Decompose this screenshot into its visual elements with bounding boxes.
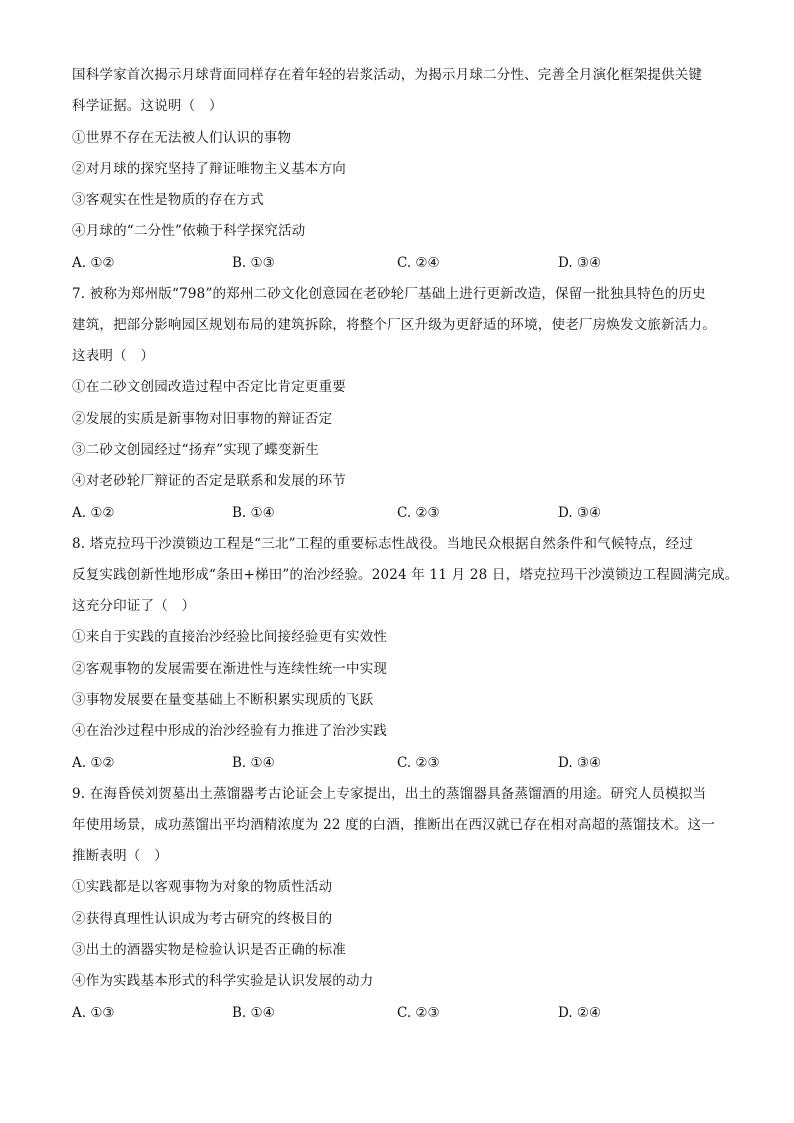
option-a[interactable]: A. ①② — [72, 255, 115, 271]
option-c[interactable]: C. ②③ — [397, 1005, 440, 1021]
option-a[interactable]: A. ①③ — [72, 1005, 115, 1021]
option-d[interactable]: D. ②④ — [558, 1005, 602, 1021]
question-7-stem-line-2: 建筑，把部分影响园区规划布局的建筑拆除，将整个厂区升级为更舒适的环境，使老厂房焕发文旅新活力。 — [72, 317, 716, 333]
question-9-statement-2: ②获得真理性认识成为考古研究的终极目的 — [72, 911, 333, 927]
option-c[interactable]: C. ②④ — [397, 255, 440, 271]
question-8-stem-line-1: 8. 塔克拉玛干沙漠锁边工程是“三北”工程的重要标志性战役。当地民众根据自然条件和气候特点，经过 — [72, 536, 694, 552]
option-c[interactable]: C. ②③ — [397, 755, 440, 771]
option-c[interactable]: C. ②③ — [397, 505, 440, 521]
question-6-statement-2: ②对月球的探究坚持了辩证唯物主义基本方向 — [72, 161, 346, 177]
question-6-statement-1: ①世界不存在无法被人们认识的事物 — [72, 130, 292, 146]
question-7-options — [72, 503, 732, 523]
question-8-stem-line-2: 反复实践创新性地形成“条田+梯田”的治沙经验。2024 年 11 月 28 日，塔克拉玛干沙漠锁边工程圆满完成。 — [72, 567, 739, 583]
option-b[interactable]: B. ①④ — [232, 755, 275, 771]
option-d[interactable]: D. ③④ — [558, 505, 602, 521]
question-6-statement-3: ③客观实在性是物质的存在方式 — [72, 192, 264, 208]
option-a[interactable]: A. ①② — [72, 755, 115, 771]
option-d[interactable]: D. ③④ — [558, 255, 602, 271]
question-9-statement-1: ①实践都是以客观事物为对象的物质性活动 — [72, 879, 333, 895]
option-b[interactable]: B. ①④ — [232, 505, 275, 521]
question-6-options — [72, 253, 732, 273]
question-7-statement-3: ③二砂文创园经过“扬弃”实现了蝶变新生 — [72, 442, 320, 458]
question-6-stem-line-1: 国科学家首次揭示月球背面同样存在着年轻的岩浆活动，为揭示月球二分性、完善全月演化框架提供关键 — [72, 67, 703, 83]
option-b[interactable]: B. ①③ — [232, 255, 275, 271]
question-8-statement-2: ②客观事物的发展需要在渐进性与连续性统一中实现 — [72, 661, 388, 677]
question-8-statement-4: ④在治沙过程中形成的治沙经验有力推进了治沙实践 — [72, 723, 388, 739]
question-7-stem-line-3: 这表明（ ） — [72, 348, 155, 364]
question-7-statement-1: ①在二砂文创园改造过程中否定比肯定更重要 — [72, 379, 346, 395]
question-7-statement-2: ②发展的实质是新事物对旧事物的辩证否定 — [72, 411, 333, 427]
question-9-stem-line-1: 9. 在海昏侯刘贺墓出土蒸馏器考古论证会上专家提出，出土的蒸馏器具备蒸馏酒的用途。研究人员模拟当 — [72, 786, 707, 802]
question-8-stem-line-3: 这充分印证了（ ） — [72, 598, 196, 614]
option-b[interactable]: B. ①④ — [232, 1005, 275, 1021]
question-9-statement-4: ④作为实践基本形式的科学实验是认识发展的动力 — [72, 973, 374, 989]
question-8-options — [72, 753, 732, 773]
option-a[interactable]: A. ①② — [72, 505, 115, 521]
question-8-statement-1: ①来自于实践的直接治沙经验比间接经验更有实效性 — [72, 629, 388, 645]
question-9-stem-line-2: 年使用场景，成功蒸馏出平均酒精浓度为 22 度的白酒，推断出在西汉就已存在相对高超的蒸馏技术。这一 — [72, 817, 716, 833]
question-9-stem-line-3: 推断表明（ ） — [72, 848, 168, 864]
question-9-statement-3: ③出土的酒器实物是检验认识是否正确的标准 — [72, 942, 346, 958]
question-8-statement-3: ③事物发展要在量变基础上不断积累实现质的飞跃 — [72, 692, 374, 708]
question-9-options — [72, 1003, 732, 1023]
question-7-statement-4: ④对老砂轮厂辩证的否定是联系和发展的环节 — [72, 473, 346, 489]
question-6-statement-4: ④月球的“二分性”依赖于科学探究活动 — [72, 223, 306, 239]
question-7-stem-line-1: 7. 被称为郑州版“798”的郑州二砂文化创意园在老砂轮厂基础上进行更新改造，保留一批独具特色的历史 — [72, 286, 706, 302]
question-6-stem-line-2: 科学证据。这说明（ ） — [72, 98, 223, 114]
option-d[interactable]: D. ③④ — [558, 755, 602, 771]
